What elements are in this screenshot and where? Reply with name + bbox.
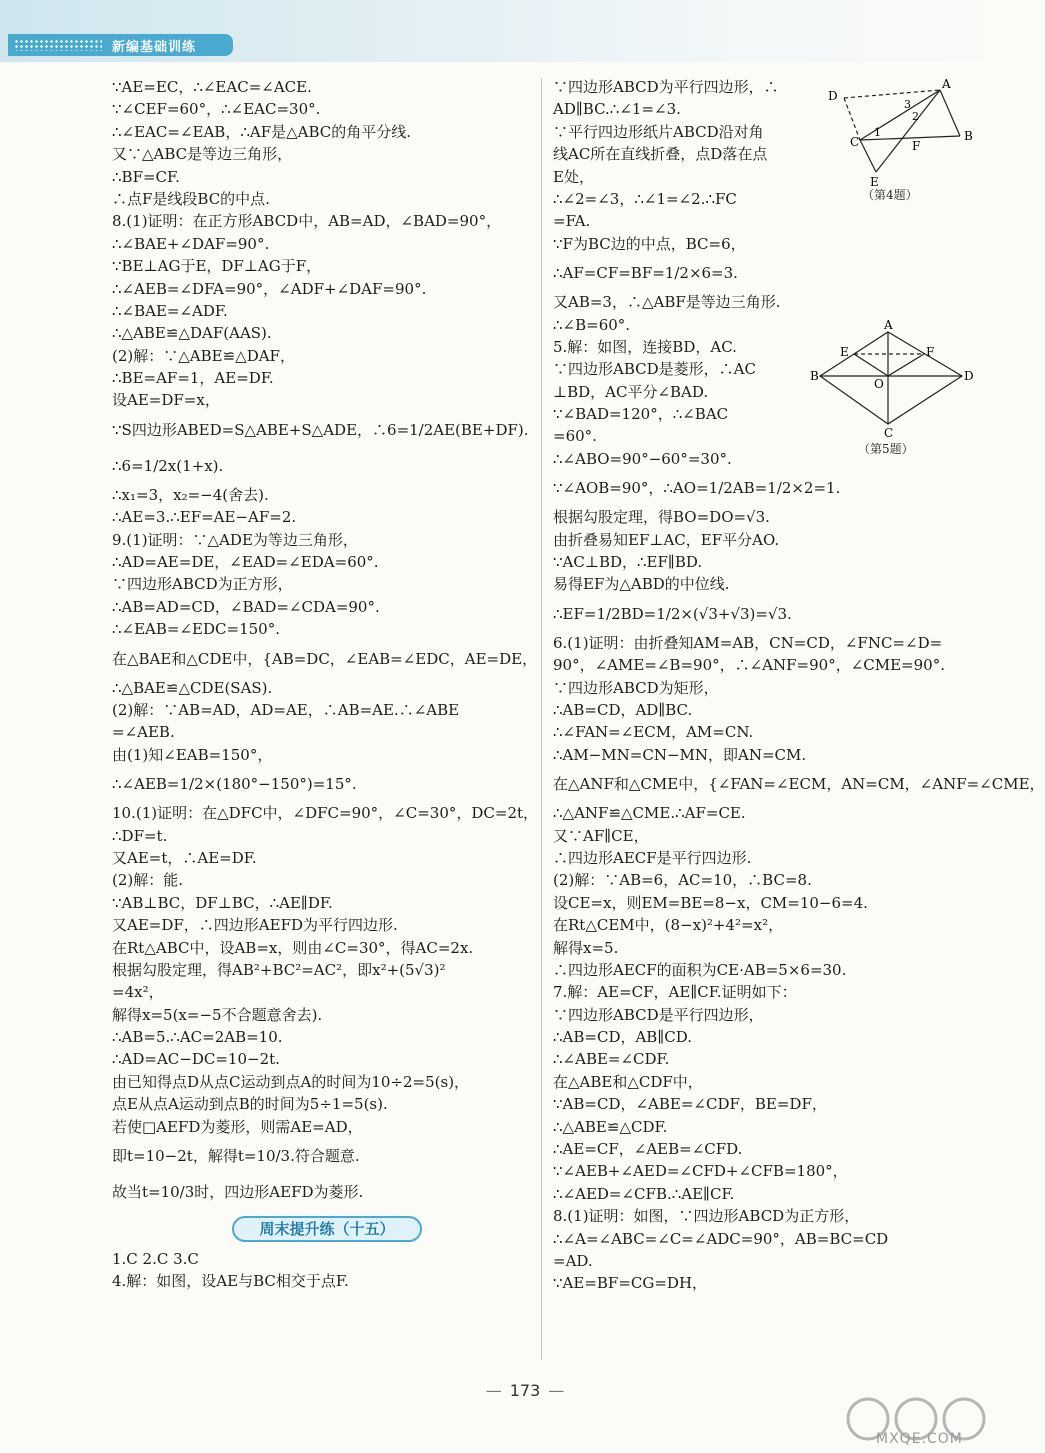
left_column-line: ∵四边形ABCD为正方形， <box>112 575 293 594</box>
right_column-line: 解得x=5. <box>553 938 619 957</box>
right_column-line: ∴∠ABO=90°−60°=30°. <box>553 449 732 468</box>
right_column-line: ∴△ANF≌△CME.∴AF=CE. <box>553 804 746 823</box>
left_column-line: 10.(1)证明：在△DFC中，∠DFC=90°，∠C=30°，DC=2t， <box>112 804 539 823</box>
fig5-label-A: A <box>884 318 893 332</box>
right_column-line: ∵平行四边形纸片ABCD沿对角 <box>553 122 764 141</box>
left_column-line: 即t=10−2t，解得t=10/3.符合题意. <box>112 1147 360 1166</box>
right_column-line: ∵四边形ABCD是平行四边形， <box>553 1005 764 1024</box>
fig4-label-D: D <box>828 89 838 103</box>
left_column-line: ∴AB=AD=CD，∠BAD=∠CDA=90°. <box>112 597 380 616</box>
left_column-line: ∴△ABE≌△DAF(AAS). <box>112 324 272 343</box>
right-column <box>553 76 1045 1295</box>
right_column-line: ∵AE=BF=CG=DH， <box>553 1274 708 1293</box>
right_column-line: 90°，∠AME=∠B=90°，∴∠ANF=90°，∠CME=90°. <box>553 656 945 675</box>
right_column-line: 在△ANF和△CME中，{∠FAN=∠ECM，AN=CM，∠ANF=∠CME， <box>553 775 1045 794</box>
right_column-line: 6.(1)证明：由折叠知AM=AB，CN=CD，∠FNC=∠D= <box>553 633 943 652</box>
left_column-line: ∵AB⊥BC，DF⊥BC，∴AE∥DF. <box>112 893 333 912</box>
right_column-line: ∴四边形AECF的面积为CE·AB=5×6=30. <box>553 960 847 979</box>
right_column-line: ∴∠FAN=∠ECM，AM=CN. <box>553 723 754 742</box>
left_column-line: ∵AE=EC，∴∠EAC=∠ACE. <box>112 78 312 96</box>
figure-problem-5 <box>812 318 977 438</box>
left_column-line: (2)解：∵△ABE≌△DAF， <box>112 346 295 365</box>
badge-text: 新编基础训练 <box>112 39 197 55</box>
right_column-line: AD∥BC.∴∠1=∠3. <box>553 100 681 119</box>
left_column-line: 由已知得点D从点C运动到点A的时间为10÷2=5(s)， <box>112 1072 470 1091</box>
right_column-line: ∴∠A=∠ABC=∠C=∠ADC=90°，AB=BC=CD <box>553 1229 889 1248</box>
left_column-line: ∵S四边形ABED=S△ABE+S△ADE，∴6=1/2AE(BE+DF). <box>112 420 529 439</box>
right_column-line: ∴四边形AECF是平行四边形. <box>553 848 752 867</box>
right_column-line: ∵∠BAD=120°，∴∠BAC <box>553 405 729 424</box>
left_after_title-line: 4.解：如图，设AE与BC相交于点F. <box>112 1272 349 1291</box>
right_column-line: ∵∠AOB=90°，∴AO=1/2AB=1/2×2=1. <box>553 479 841 498</box>
left_column-line: 又AE=DF，∴四边形AEFD为平行四边形. <box>112 916 398 935</box>
left_column-line: ∴AB=5.∴AC=2AB=10. <box>112 1028 283 1047</box>
left_column-line: (2)解：∵AB=AD，AD=AE，∴AB=AE.∴∠ABE <box>112 700 460 719</box>
left_column-line: ∴BF=CF. <box>112 167 180 186</box>
right_column-line: 线AC所在直线折叠，点D落在点 <box>553 145 768 164</box>
fig5-label-C: C <box>884 426 894 440</box>
right_column-line: ∵F为BC边的中点，BC=6， <box>553 234 746 253</box>
right_column-line: ∵四边形ABCD为矩形， <box>553 678 719 697</box>
left_column-line: 又∵△ABC是等边三角形， <box>112 145 293 164</box>
left_column-line: (2)解：能. <box>112 871 184 890</box>
left_column-line: ∴∠EAC=∠EAB，∴AF是△ABC的角平分线. <box>112 122 412 141</box>
left_column-line: ∴AD=AE=DE，∠EAD=∠EDA=60°. <box>112 553 379 572</box>
left_column-line: ∴点F是线段BC的中点. <box>112 189 270 208</box>
left_column-line: 8.(1)证明：在正方形ABCD中，AB=AD，∠BAD=90°， <box>112 212 502 231</box>
right_column-line: 又∵AF∥CE， <box>553 826 649 845</box>
figure-4-caption: （第4题） <box>862 188 918 202</box>
right_column-line: 根据勾股定理，得BO=DO=√3. <box>553 508 770 527</box>
left_column-line: 在△BAE和△CDE中，{AB=DC，∠EAB=∠EDC，AE=DE， <box>112 649 538 668</box>
left-column <box>112 76 537 1293</box>
fig4-label-3: 3 <box>904 98 911 111</box>
right_column-line: ∴∠ABE=∠CDF. <box>553 1050 670 1069</box>
left_column-line: ∴6=1/2x(1+x). <box>112 456 224 475</box>
fig5-label-O: O <box>874 377 884 391</box>
right_column-line: 8.(1)证明：如图，∵四边形ABCD为正方形， <box>553 1207 860 1226</box>
badge-dot-pattern <box>14 39 102 51</box>
left_after_title-line: 1.C 2.C 3.C <box>112 1250 199 1269</box>
right_column-line: 易得EF为△ABD的中位线. <box>553 575 730 594</box>
figure-problem-4 <box>820 77 980 190</box>
left_column-line: ∴DF=t. <box>112 826 168 845</box>
fig4-label-2: 2 <box>912 110 919 123</box>
column-divider <box>541 78 542 1360</box>
left_column-line: ∴AE=3.∴EF=AE−AF=2. <box>112 508 297 527</box>
right_column-line: ∴AE=CF，∠AEB=∠CFD. <box>553 1140 743 1159</box>
book-series-badge <box>8 34 233 56</box>
left_column-line: 故当t=10/3时，四边形AEFD为菱形. <box>112 1183 364 1202</box>
right_column-line: E处， <box>553 167 594 186</box>
right_column-line: =AD. <box>553 1251 593 1270</box>
right_column-line: ∴∠AED=∠CFB.∴AE∥CF. <box>553 1184 735 1203</box>
right_column-line: 在Rt△CEM中，(8−x)²+4²=x²， <box>553 916 784 935</box>
left_column-line: ∴∠EAB=∠EDC=150°. <box>112 620 280 639</box>
right_column-line: ∴∠B=60°. <box>553 315 631 334</box>
left_column-line: 解得x=5(x=−5不合题意舍去). <box>112 1005 323 1024</box>
fig5-label-F: F <box>926 345 935 359</box>
right_column-line: ∴∠2=∠3，∴∠1=∠2.∴FC <box>553 189 737 208</box>
fig5-label-D: D <box>964 369 974 383</box>
left_column-line: ∴∠AEB=1/2×(180°−150°)=15°. <box>112 775 357 794</box>
right_column-line: ∴EF=1/2BD=1/2×(√3+√3)=√3. <box>553 604 792 623</box>
left_column-line: 又AE=t，∴AE=DF. <box>112 848 257 867</box>
right_column-line: ∵∠AEB+∠AED=∠CFD+∠CFB=180°， <box>553 1162 848 1181</box>
left_column-line: ∴BE=AF=1，AE=DF. <box>112 369 274 388</box>
figure-5-caption: （第5题） <box>858 442 914 456</box>
left_column-line: ∵∠CEF=60°，∴∠EAC=30°. <box>112 100 321 119</box>
right_column-line: ∴AF=CF=BF=1/2×6=3. <box>553 264 738 283</box>
right_column-line: =60°. <box>553 427 597 446</box>
right_column-line: ∴AB=CD，AB∥CD. <box>553 1028 692 1047</box>
right_column-line: ∵四边形ABCD是菱形，∴AC <box>553 360 756 379</box>
page-number-value: 173 <box>509 1381 541 1400</box>
right_column-line: 由折叠易知EF⊥AC，EF平分AO. <box>553 530 780 549</box>
left_column-line: 点E从点A运动到点B的时间为5÷1=5(s). <box>112 1095 388 1114</box>
right_column-line: 在△ABE和△CDF中， <box>553 1072 703 1091</box>
left_column-line: ∵BE⊥AG于E，DF⊥AG于F， <box>112 257 322 276</box>
page-number: — 173 — <box>485 1381 565 1400</box>
left_column-line: ∴△BAE≌△CDE(SAS). <box>112 678 273 697</box>
right_column-line: ∵AB=CD，∠ABE=∠CDF，BE=DF， <box>553 1095 827 1114</box>
right_column-line: (2)解：∵AB=6，AC=10，∴BC=8. <box>553 871 812 890</box>
right_column-line: ∵AC⊥BD，∴EF∥BD. <box>553 553 703 572</box>
left_column-line: ∴∠BAE=∠ADF. <box>112 301 228 320</box>
right_column-line: 5.解：如图，连接BD，AC. <box>553 337 737 356</box>
left_column-line: 根据勾股定理，得AB²+BC²=AC²，即x²+(5√3)² <box>112 960 446 979</box>
left_column-line: 由(1)知∠EAB=150°， <box>112 745 273 764</box>
left_column-line: ∴x₁=3，x₂=−4(舍去). <box>112 485 269 504</box>
fig4-label-1: 1 <box>874 126 881 139</box>
fig4-label-E: E <box>870 175 879 189</box>
right_column-line: ∴AM−MN=CN−MN，即AN=CM. <box>553 745 807 764</box>
right_column-line: ⊥BD，AC平分∠BAD. <box>553 382 709 401</box>
right_column-line: 7.解：AE=CF，AE∥CF.证明如下： <box>553 983 797 1002</box>
right_column-line: ∵四边形ABCD为平行四边形，∴ <box>553 78 779 96</box>
fig4-label-A: A <box>942 77 951 91</box>
left_column-line: ∴∠BAE+∠DAF=90°. <box>112 234 270 253</box>
fig4-label-F: F <box>912 139 921 153</box>
right_column-line: 设CE=x，则EM=BE=8−x，CM=10−6=4. <box>553 893 868 912</box>
left_column-line: =∠AEB. <box>112 723 175 742</box>
left_column-line: 设AE=DF=x， <box>112 391 220 410</box>
right_column-line: 又AB=3，∴△ABF是等边三角形. <box>553 293 781 312</box>
left_column-line: 在Rt△ABC中，设AB=x，则由∠C=30°，得AC=2x. <box>112 938 474 957</box>
fig4-label-C: C <box>850 135 860 149</box>
left_column-line: 9.(1)证明：∵△ADE为等边三角形， <box>112 530 358 549</box>
right_column-line: ∴AB=CD，AD∥BC. <box>553 700 693 719</box>
right_column-line: ∴△ABE≌△CDF. <box>553 1117 668 1136</box>
fig4-label-B: B <box>964 129 973 143</box>
section-title <box>232 1216 422 1242</box>
fig5-label-B: B <box>810 369 819 383</box>
left_column-line: =4x²， <box>112 983 164 1002</box>
fig5-label-E: E <box>840 345 849 359</box>
watermark-text: MXQE.COM <box>876 1431 963 1447</box>
left_column-line: 若使□AEFD为菱形，则需AE=AD， <box>112 1117 363 1136</box>
left_column-line: ∴AD=AC−DC=10−2t. <box>112 1050 280 1069</box>
right_column-line: =FA. <box>553 212 591 231</box>
left_column-line: ∴∠AEB=∠DFA=90°，∠ADF+∠DAF=90°. <box>112 279 427 298</box>
section-title-text: 周末提升练（十五） <box>232 1216 422 1242</box>
